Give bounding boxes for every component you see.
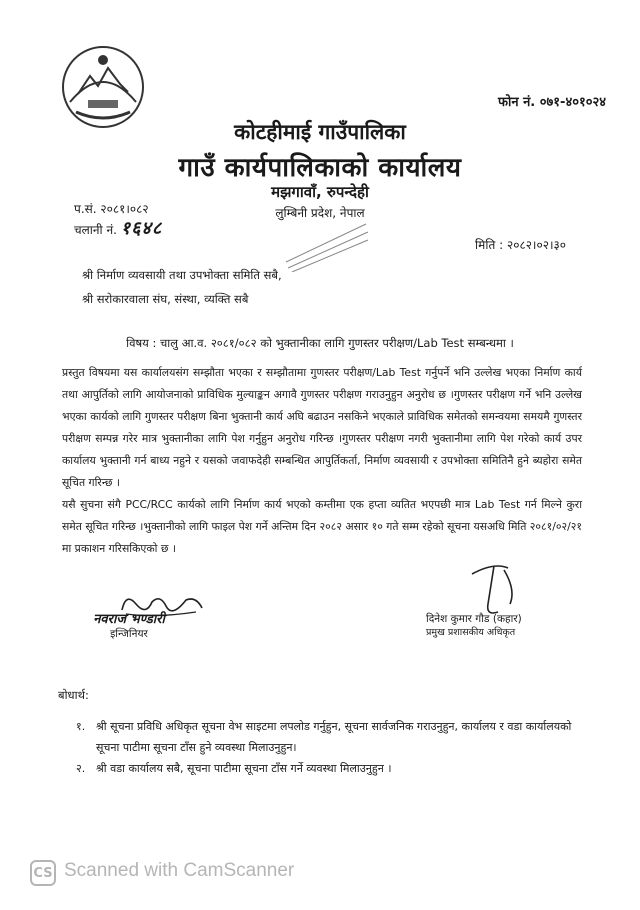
signature-right (426, 612, 522, 640)
reference-block (74, 200, 162, 240)
patra-label: प.सं. (74, 202, 97, 216)
signature-right-icon (464, 560, 524, 620)
body-paragraph-1: प्रस्तुत विषयमा यस कार्यालयसंग सम्झौता भएका र सम्झौतामा गुणस्तर परीक्षण/Lab Test गर्नुपर्ने भनि उल्लेख भएका निर्माण कार्य तथा आपुर्तिको लागि आयोजनाको प्राविधिक मुल्याङ्कन अगावै गुणस्तर परीक्षण गराउनुहुन अनुरोध छ ।गुणस्तर परीक्षण गर्ने भनि उल्लेख भएका कार्यको लागि गुणस्तर परीक्षण बिना भुक्तानी कार्य अघि बढाउन नसकिने भएकाले प्राविधिक समेतको समन्वयमा समयमै गुणस्तर परीक्षण सम्पन्न गरेर मात्र भुक्तानीका लागि पेश गर्नुहुन अनुरोध गरिन्छ ।गुणस्तर परीक्षण नगरी भुक्तानीमा लागि पेश गरेको कार्य उपर कार्यालय भुक्तानी गर्न बाध्य नहुने र यसको जवाफदेही सम्बन्धित आपुर्तिकर्ता, निर्माण व्यवसायी र उपभोक्ता समितिनै हुने ब्यहोरा समेत सूचित गरिन्छ । (62, 366, 582, 489)
cc-list (76, 716, 596, 779)
cc-item-number: २. (76, 762, 86, 775)
address-line2: लुम्बिनी प्रदेश, नेपाल (275, 206, 365, 220)
cc-item-text: श्री सूचना प्रविधि अधिकृत सूचना वेभ साइटमा लपलोड गर्नुहुन, सूचना सार्वजनिक गराउनुहुन, कार्यालय र वडा कार्यालयको सूचना पाटीमा सूचना टाँस हुने व्यवस्था मिलाउनुहुन। (96, 720, 572, 754)
body-paragraph-2: यसै सुचना संगै PCC/RCC कार्यको लागि निर्माण कार्य भएको कम्तीमा एक हप्ता व्यतित भएपछी मात्र Lab Test गर्न मिल्ने कुरा समेत सूचित गरिन्छ ।भुक्तानीको लागि फाइल पेश गर्ने अन्तिम दिन २०८२ असार १० गते सम्म रहेको सूचना यसअधि मिति २०८१/०२/२१ मा प्रकाशन गरिसकिएको छ । (62, 498, 582, 555)
chalani-number (74, 219, 162, 240)
letter-date (475, 236, 566, 253)
chalani-label: चलानी नं. (74, 223, 117, 237)
recipient-1: श्री निर्माण व्यवसायी तथा उपभोक्ता समिति सबै, (82, 268, 282, 282)
patra-value: २०८१।०८२ (100, 202, 149, 216)
office-stamp-icon (282, 218, 370, 272)
signatory-left-name: नवराज भण्डारी (93, 612, 165, 627)
signature-left (84, 613, 174, 641)
letter-body (62, 362, 582, 560)
date-label: मिति : (475, 238, 504, 252)
chalani-value: १६४८ (120, 218, 163, 239)
cc-label: बोधार्थ: (58, 688, 89, 702)
signatory-right-name: दिनेश कुमार गौड (कहार) (426, 613, 522, 625)
subject-line: विषय : चालु आ.व. २०८१/०८२ को भुक्तानीका लागि गुणस्तर परीक्षण/Lab Test सम्बन्धमा । (126, 336, 514, 350)
recipient-2: श्री सरोकारवाला संघ, संस्था, व्यक्ति सबै (82, 292, 249, 306)
signatory-right-title: प्रमुख प्रशासकीय अधिकृत (426, 627, 516, 638)
phone-number: फोन नं. ०७१-४०१०२४ (497, 95, 606, 110)
signatory-left-title: इन्जिनियर (110, 628, 148, 640)
org-name: कोटहीमाई गाउँपालिका (234, 120, 406, 144)
address-line1: मझगावाँ, रुपन्देही (271, 183, 369, 201)
cc-item-number: १. (76, 720, 86, 733)
date-value: २०८२।०२।३० (506, 238, 566, 252)
patra-sankhya (74, 200, 162, 219)
camscanner-watermark: Scanned with CamScanner (64, 860, 295, 881)
cc-item (76, 716, 596, 758)
cc-item-text: श्री वडा कार्यालय सबै, सूचना पाटीमा सूचना टाँस गर्ने व्यवस्था मिलाउनुहुन । (96, 762, 392, 775)
cc-item (76, 758, 596, 779)
office-name: गाउँ कार्यपालिकाको कार्यालय (178, 153, 462, 183)
camscanner-logo-icon: CS (30, 860, 56, 886)
